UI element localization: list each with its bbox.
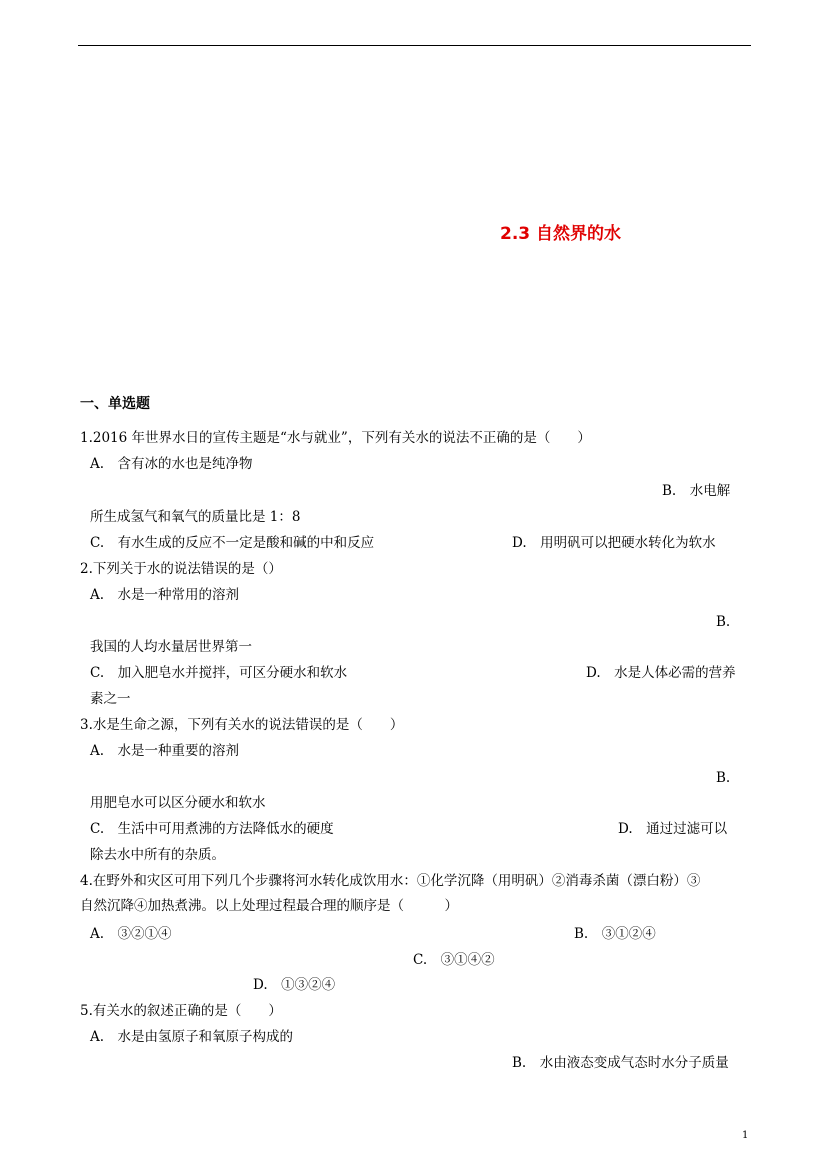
question-4-option-b: B. ③①②④ — [574, 926, 656, 942]
question-3-option-b-cont: 用肥皂水可以区分硬水和软水 — [90, 795, 266, 811]
question-2-option-b: B. — [716, 614, 731, 630]
question-3-option-d-cont: 除去水中所有的杂质。 — [90, 847, 225, 863]
question-3-stem: 3.水是生命之源，下列有关水的说法错误的是（ ） — [80, 717, 404, 733]
question-2-option-d-cont: 素之一 — [90, 691, 131, 707]
question-1-option-d: D. 用明矾可以把硬水转化为软水 — [512, 535, 716, 551]
question-4-option-a: A. ③②①④ — [90, 926, 172, 942]
question-2-option-d: D. 水是人体必需的营养 — [586, 665, 736, 681]
question-3-option-c: C. 生活中可用煮沸的方法降低水的硬度 — [90, 821, 334, 837]
question-2-stem: 2.下列关于水的说法错误的是（） — [80, 561, 282, 577]
question-4-stem-cont: 自然沉降④加热煮沸。以上处理过程最合理的顺序是（ ） — [80, 898, 458, 914]
question-3-option-a: A. 水是一种重要的溶剂 — [90, 743, 240, 759]
question-5-option-b: B. 水由液态变成气态时水分子质量 — [512, 1055, 729, 1071]
question-4-option-d: D. ①③②④ — [253, 977, 336, 993]
page-number: 1 — [742, 1130, 749, 1141]
question-3-option-d: D. 通过过滤可以 — [618, 821, 728, 837]
question-1-option-b: B. 水电解 — [662, 483, 731, 499]
question-2-option-b-cont: 我国的人均水量居世界第一 — [90, 639, 252, 655]
page-title: 2.3 自然界的水 — [500, 224, 622, 244]
header-rule — [78, 45, 751, 46]
question-1-option-b-cont: 所生成氢气和氧气的质量比是 1：8 — [90, 509, 301, 525]
question-5-stem: 5.有关水的叙述正确的是（ ） — [80, 1003, 282, 1019]
section-title: 一、单选题 — [80, 396, 150, 412]
question-4-stem: 4.在野外和灾区可用下列几个步骤将河水转化成饮用水：①化学沉降（用明矾）②消毒杀菌（漂白粉）③ — [80, 873, 701, 889]
question-1-stem: 1.2016 年世界水日的宣传主题是“水与就业”，下列有关水的说法不正确的是（ ） — [80, 430, 591, 446]
question-1-option-a: A. 含有冰的水也是纯净物 — [90, 456, 253, 472]
question-5-option-a: A. 水是由氢原子和氧原子构成的 — [90, 1029, 294, 1045]
question-1-option-c: C. 有水生成的反应不一定是酸和碱的中和反应 — [90, 535, 375, 551]
question-2-option-a: A. 水是一种常用的溶剂 — [90, 587, 240, 603]
question-4-option-c: C. ③①④② — [413, 952, 495, 968]
question-2-option-c: C. 加入肥皂水并搅拌，可区分硬水和软水 — [90, 665, 348, 681]
question-3-option-b: B. — [716, 770, 731, 786]
